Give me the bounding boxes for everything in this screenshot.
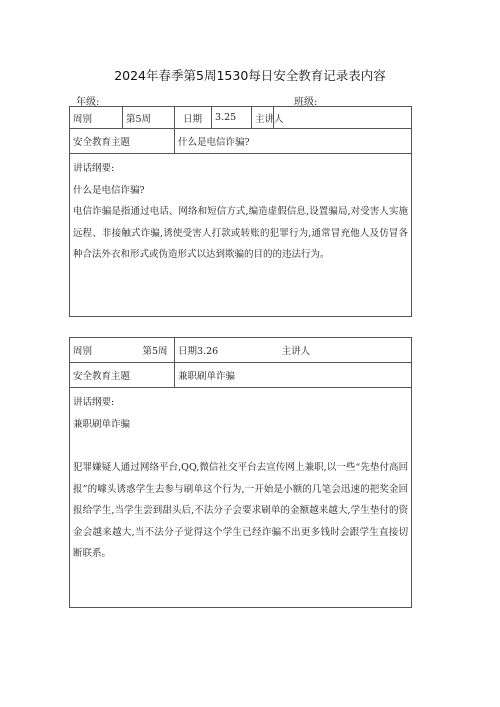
- outline-body: 电信诈骗是指通过电话、网络和短信方式,编造虚假信息,设置骗局,对受害人实施远程、非接触式诈骗,诱使受害人打款或转账的犯罪行为,通常冒充他人及仿冒各种合法外衣和形式或伪造形式以达到欺骗的目的的违法行为。: [73, 206, 409, 260]
- record-1-header-row: [70, 107, 412, 129]
- record-table-2: [69, 337, 412, 608]
- record-1-topic-row: [70, 129, 412, 154]
- date-value: 3.25: [212, 107, 252, 129]
- week-value: 第5周: [123, 338, 175, 363]
- speaker-label: 主讲人: [274, 338, 412, 363]
- date-label: 日期: [178, 346, 198, 357]
- outline-label: 讲话纲要:: [73, 397, 115, 408]
- outline-heading: 什么是电信诈骗?: [73, 184, 145, 196]
- topic-value: 兼职刷单诈骗: [175, 363, 412, 388]
- date-value: 3.26: [197, 346, 219, 357]
- record-2-header-row: [70, 338, 412, 363]
- record-2-outline-row: [70, 388, 412, 608]
- speaker-value: [274, 107, 412, 129]
- record-1-outline-row: [70, 154, 412, 317]
- topic-label: 安全教育主题: [70, 363, 175, 388]
- grade-label: 年级:: [76, 97, 100, 108]
- date-label: 日期: [175, 107, 212, 129]
- outline-cell: [70, 154, 412, 317]
- topic-value: 什么是电信诈骗?: [175, 129, 412, 154]
- record-table-1: [69, 106, 412, 317]
- week-value: 第5周: [123, 107, 175, 129]
- speaker-label: 主讲人: [252, 107, 274, 129]
- date-cell: [175, 338, 274, 363]
- outline-heading: 兼职刷单诈骗: [73, 418, 131, 430]
- page-title: 2024年春季第5周1530每日安全教育记录表内容: [114, 68, 386, 83]
- outline-label: 讲话纲要:: [73, 163, 115, 174]
- record-2-topic-row: [70, 363, 412, 388]
- class-label: 班级:: [294, 97, 318, 108]
- topic-label: 安全教育主题: [70, 129, 175, 154]
- week-label: 周别: [70, 338, 123, 363]
- week-label: 周别: [70, 107, 123, 129]
- outline-cell: [70, 388, 412, 608]
- outline-body: 犯罪嫌疑人通过网络平台,QQ,微信社交平台去宣传网上兼职,以一些“先垫付高回报”的噱头诱惑学生去参与刷单这个行为,一开始是小额的几笔会迅速的把奖金回报给学生,当学生尝到甜头后,不法分子会要求刷单的金额越来越大,学生垫付的资金会越来越大,当不法分子觉得这个学生已经诈骗不出更多钱时会跟学生直接切断联系。: [73, 462, 409, 559]
